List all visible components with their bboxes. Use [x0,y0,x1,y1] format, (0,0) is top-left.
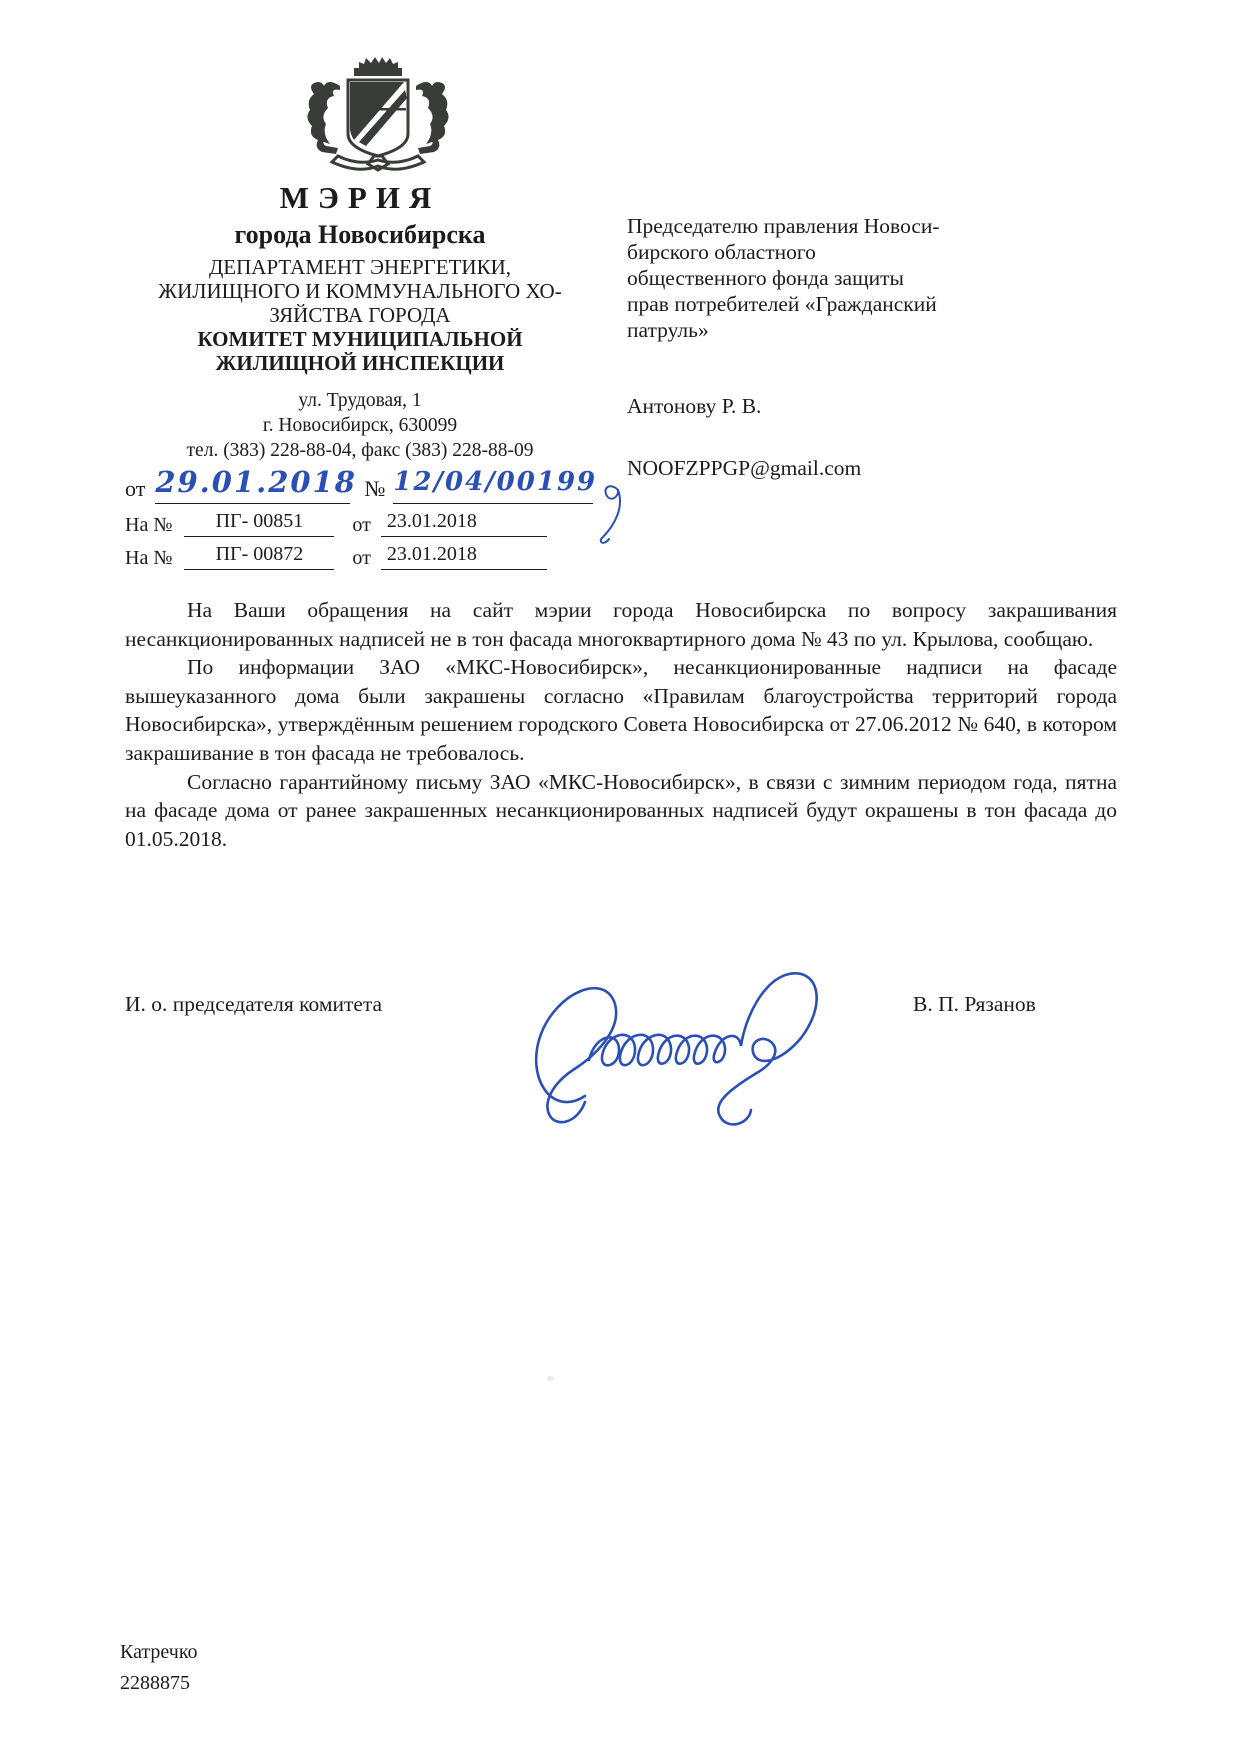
executor-phone: 2288875 [120,1672,190,1694]
org-subtitle: города Новосибирска [234,220,486,249]
signer-position-title: И. о. председателя комитета [125,992,383,1016]
department-line: ЗЯЙСТВА ГОРОДА [269,303,451,327]
stray-pen-mark [594,480,630,550]
org-title: МЭРИЯ [279,180,441,215]
executor-block [120,1637,198,1699]
address-line: тел. (383) 228-88-04, факс (383) 228-88-09 [186,440,534,461]
body-paragraph: Согласно гарантийному письму ЗАО «МКС-Новосибирск», в связи с зимним периодом года, пятна на фасаде дома от ранее закрашенных несанкционированных надписей будут окрашены в тон фасада до 01.05.2018. [125,769,1117,851]
signer-name: В. П. Рязанов [913,992,1036,1016]
address-block [125,388,595,463]
incoming-label: На № [125,514,173,536]
handwritten-date: 29.01.2018 [155,465,357,499]
outgoing-reference-row [125,465,598,504]
addressee-email: NOOFZPPGP@gmail.com [627,456,862,480]
addressee-line: прав потребителей «Гражданский [627,292,937,316]
outgoing-number-field [393,465,598,504]
body-paragraph: На Ваши обращения на сайт мэрии города Новосибирска по вопросу закрашивания несанкционированных надписей не в тон фасада многоквартирного дома № 43 по ул. Крылова, сообщаю. [125,598,1117,651]
address-line: г. Новосибирск, 630099 [262,415,458,436]
addressee-line: общественного фонда защиты [627,266,904,290]
executor-name: Катречко [120,1641,198,1663]
addressee-line: Председателю правления Новоси- [627,214,940,238]
body-paragraph: По информации ЗАО «МКС-Новосибирск», несанкционированные надписи на фасаде вышеуказанного дома были закрашены согласно «Правилам благоустройства территорий города Новосибирска», утверждённым решением городского Совета Новосибирска от 27.06.2012 № 640, в котором закрашивание в тон фасада не требовалось. [125,655,1117,765]
department-line: ДЕПАРТАМЕНТ ЭНЕРГЕТИКИ, [208,255,512,279]
novosibirsk-coat-of-arms-icon [278,56,478,174]
letterhead [125,56,598,570]
incoming-reference-row [125,510,595,537]
scan-speck [547,1376,554,1381]
incoming-date-label: от [352,547,371,569]
letter-body [125,596,1117,853]
number-label: № [364,476,386,501]
addressee-name: Антонову Р. В. [627,394,762,418]
committee-line: КОМИТЕТ МУНИЦИПАЛЬНОЙ [197,327,523,351]
department-block [125,255,595,375]
incoming-number: ПГ- 00872 [184,543,334,570]
handwritten-signature [523,946,863,1146]
address-line: ул. Трудовая, 1 [298,390,422,411]
incoming-date-label: от [352,514,371,536]
handwritten-number: 12/04/00199 [393,467,598,497]
committee-line: ЖИЛИЩНОЙ ИНСПЕКЦИИ [215,351,505,375]
addressee-block [627,213,1037,481]
incoming-label: На № [125,547,173,569]
incoming-date: 23.01.2018 [381,543,547,570]
incoming-date: 23.01.2018 [381,510,547,537]
department-line: ЖИЛИЩНОГО И КОММУНАЛЬНОГО ХО- [158,279,562,303]
from-label: от [125,476,146,501]
outgoing-date-field [155,465,357,504]
addressee-line: бирского областного [627,240,816,264]
addressee-line: патруль» [627,318,709,342]
incoming-number: ПГ- 00851 [184,510,334,537]
incoming-reference-row [125,543,595,570]
